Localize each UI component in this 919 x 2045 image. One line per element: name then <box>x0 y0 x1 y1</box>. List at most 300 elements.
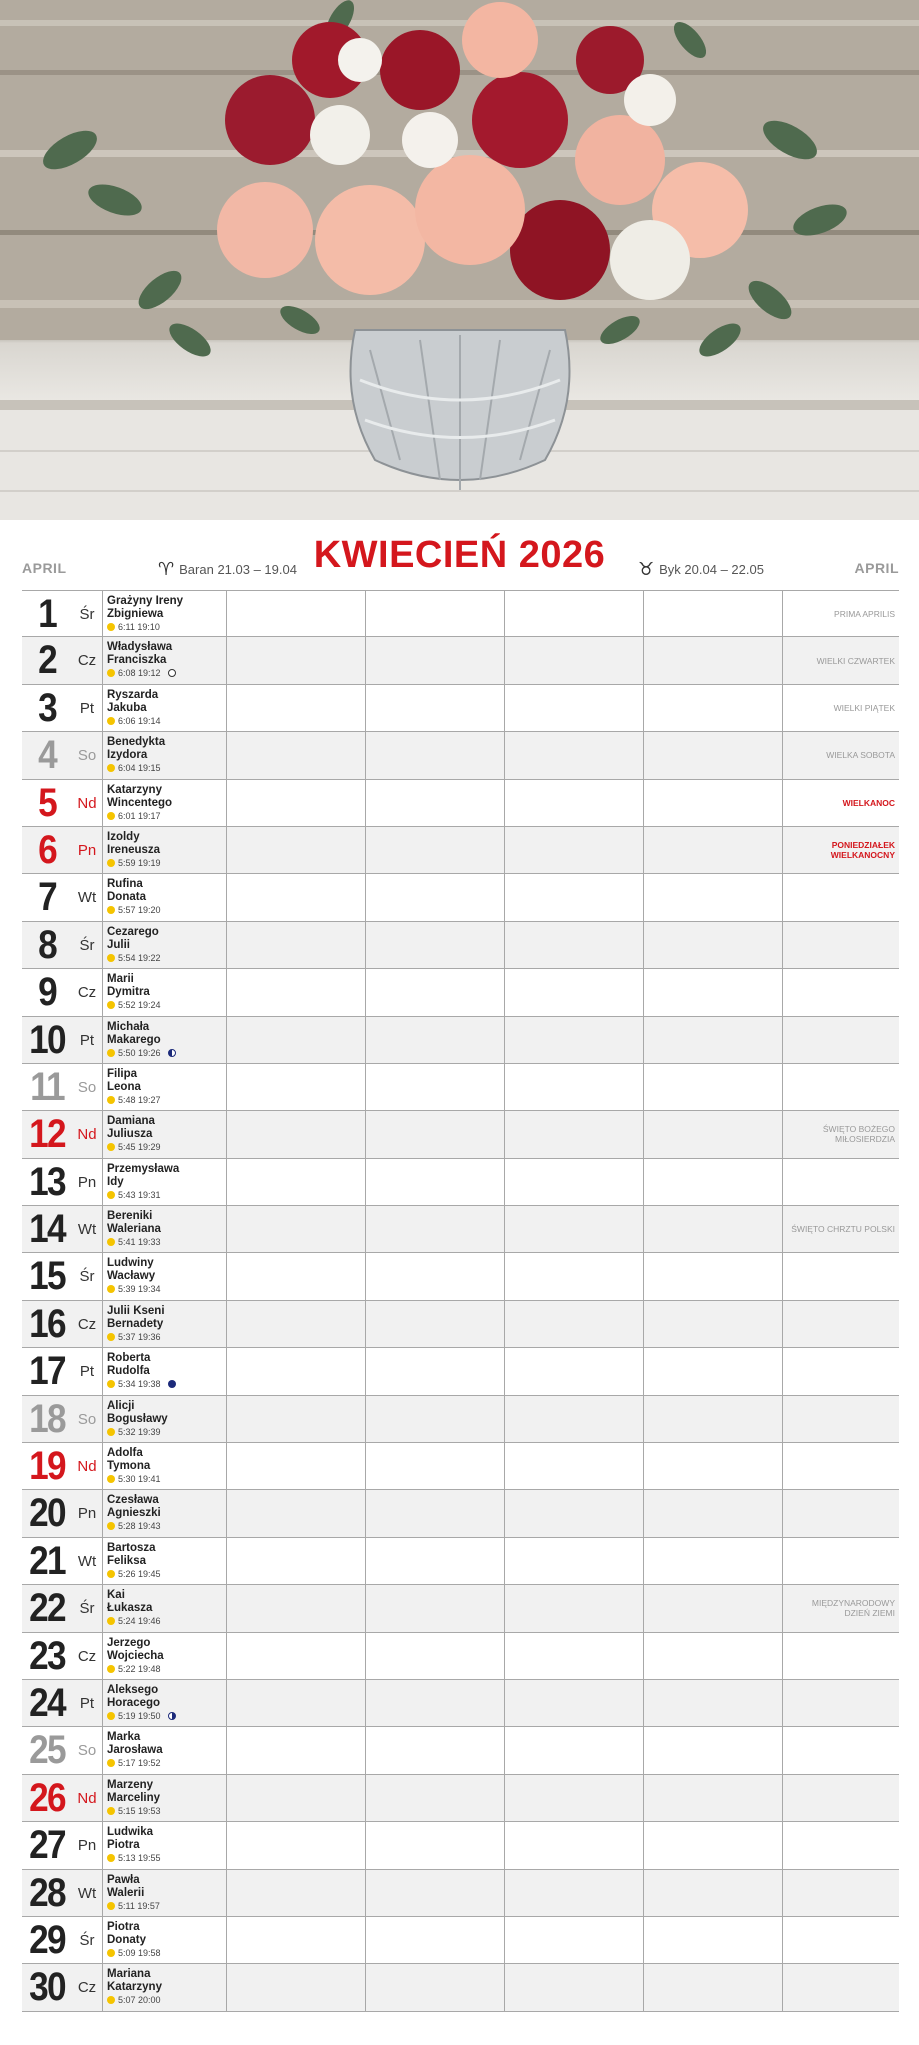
holiday-label <box>785 1775 895 1821</box>
note-cell[interactable] <box>366 1917 505 1963</box>
note-cell[interactable] <box>644 685 783 731</box>
note-cell[interactable] <box>644 1585 783 1631</box>
note-cell[interactable] <box>227 1490 366 1536</box>
note-cell[interactable] <box>227 1348 366 1394</box>
calendar-header <box>0 520 919 590</box>
holiday-label: ŚWIĘTO BOŻEGO MIŁOSIERDZIA <box>822 1124 895 1145</box>
sun-times <box>107 1568 226 1580</box>
sunrise-sunset: 5:24 19:46 <box>118 1616 161 1627</box>
note-cell[interactable] <box>505 1253 644 1299</box>
holiday-label <box>785 1064 895 1110</box>
nameday-line-2: Idy <box>107 1175 124 1188</box>
note-cell[interactable] <box>505 1017 644 1063</box>
note-cell[interactable] <box>644 1396 783 1442</box>
note-cell[interactable] <box>366 874 505 920</box>
day-row <box>22 1680 899 1727</box>
nameday-line-1: Izoldy <box>107 830 140 843</box>
sunrise-sunset: 5:32 19:39 <box>118 1426 161 1437</box>
note-cell[interactable] <box>366 827 505 873</box>
day-of-week: Nd <box>77 1789 97 1807</box>
holiday-label: WIELKI CZWARTEK <box>816 655 895 666</box>
nameday-cell <box>102 1775 227 1821</box>
zodiac-aries-text: Baran 21.03 – 19.04 <box>179 562 297 577</box>
sun-times <box>107 1283 226 1295</box>
sun-times <box>107 1047 226 1059</box>
note-cell[interactable] <box>505 1538 644 1584</box>
nameday-line-2: Wacławy <box>107 1270 156 1283</box>
nameday-line-1: Rufina <box>107 878 143 891</box>
zodiac-taurus <box>638 559 764 580</box>
note-cell[interactable] <box>366 1633 505 1679</box>
sun-icon <box>107 1949 115 1957</box>
note-cell[interactable] <box>366 1111 505 1157</box>
nameday-line-1: Piotra <box>107 1920 140 1933</box>
nameday-line-2: Dymitra <box>107 986 150 999</box>
day-number: 2 <box>38 638 56 683</box>
holiday-label <box>785 1964 895 2010</box>
note-cell[interactable] <box>366 1680 505 1726</box>
note-cell[interactable] <box>644 1206 783 1252</box>
sun-times <box>107 1757 226 1769</box>
sunrise-sunset: 5:17 19:52 <box>118 1758 161 1769</box>
nameday-line-1: Czesława <box>107 1494 159 1507</box>
sun-icon <box>107 1428 115 1436</box>
day-of-week: Pt <box>79 1694 95 1712</box>
nameday-line-1: Pawła <box>107 1873 140 1886</box>
note-cell[interactable] <box>505 591 644 636</box>
day-row <box>22 922 899 969</box>
nameday-cell <box>102 591 227 636</box>
note-cell[interactable] <box>366 1964 505 2010</box>
sun-icon <box>107 1049 115 1057</box>
holiday-label <box>785 969 895 1015</box>
note-cell[interactable] <box>505 1443 644 1489</box>
sunrise-sunset: 5:34 19:38 <box>118 1379 161 1390</box>
day-of-week: Cz <box>77 1647 97 1665</box>
day-number: 10 <box>29 1017 65 1062</box>
sun-icon <box>107 1665 115 1673</box>
sunrise-sunset: 6:01 19:17 <box>118 810 161 821</box>
note-cell[interactable] <box>505 1964 644 2010</box>
holiday-label <box>785 1301 895 1347</box>
note-cell[interactable] <box>505 1775 644 1821</box>
sunrise-sunset: 5:52 19:24 <box>118 1000 161 1011</box>
day-number: 25 <box>29 1728 65 1773</box>
note-cell[interactable] <box>505 922 644 968</box>
note-cell[interactable] <box>227 827 366 873</box>
day-row <box>22 1017 899 1064</box>
day-row <box>22 1396 899 1443</box>
day-row <box>22 827 899 874</box>
nameday-line-2: Donata <box>107 891 146 904</box>
note-cell[interactable] <box>227 637 366 683</box>
day-of-week: Nd <box>77 794 97 812</box>
note-cell[interactable] <box>644 1870 783 1916</box>
note-cell[interactable] <box>227 1870 366 1916</box>
note-cell[interactable] <box>644 637 783 683</box>
note-cell[interactable] <box>505 1064 644 1110</box>
note-cell[interactable] <box>366 1443 505 1489</box>
sun-icon <box>107 1238 115 1246</box>
note-cell[interactable] <box>505 1301 644 1347</box>
nameday-line-2: Ireneusza <box>107 843 161 856</box>
note-cell[interactable] <box>227 1917 366 1963</box>
note-cell[interactable] <box>505 1680 644 1726</box>
holiday-label: MIĘDZYNARODOWY DZIEŃ ZIEMI <box>811 1598 895 1619</box>
holiday-label <box>785 1633 895 1679</box>
nameday-cell <box>102 1253 227 1299</box>
note-cell[interactable] <box>505 969 644 1015</box>
nameday-line-2: Rudolfa <box>107 1365 150 1378</box>
note-cell[interactable] <box>366 1017 505 1063</box>
nameday-line-1: Adolfa <box>107 1447 143 1460</box>
sun-icon <box>107 1617 115 1625</box>
note-cell[interactable] <box>366 1727 505 1773</box>
sun-times <box>107 1473 226 1485</box>
day-row <box>22 1111 899 1158</box>
nameday-line-1: Przemysława <box>107 1162 180 1175</box>
note-cell[interactable] <box>505 1727 644 1773</box>
day-row <box>22 1301 899 1348</box>
day-of-week: Wt <box>77 1552 97 1570</box>
sun-times <box>107 1852 226 1864</box>
day-number: 6 <box>38 827 56 872</box>
sunrise-sunset: 6:08 19:12 <box>118 668 161 679</box>
day-of-week: Wt <box>77 889 97 907</box>
nameday-line-2: Tymona <box>107 1460 151 1473</box>
sunrise-sunset: 5:22 19:48 <box>118 1663 161 1674</box>
note-cell[interactable] <box>227 1680 366 1726</box>
note-cell[interactable] <box>227 1538 366 1584</box>
nameday-cell <box>102 1348 227 1394</box>
note-cell[interactable] <box>227 1396 366 1442</box>
day-of-week: So <box>77 1410 97 1428</box>
note-cell[interactable] <box>644 1064 783 1110</box>
nameday-line-1: Alicji <box>107 1399 135 1412</box>
nameday-line-2: Julii <box>107 938 131 951</box>
day-of-week: Pt <box>79 1363 95 1381</box>
note-cell[interactable] <box>366 637 505 683</box>
note-cell[interactable] <box>227 780 366 826</box>
sunrise-sunset: 5:54 19:22 <box>118 952 161 963</box>
sunrise-sunset: 6:11 19:10 <box>118 622 160 632</box>
day-number: 16 <box>29 1301 65 1346</box>
nameday-cell <box>102 827 227 873</box>
sun-icon <box>107 1807 115 1815</box>
note-cell[interactable] <box>366 922 505 968</box>
holiday-label: PRIMA APRILIS <box>834 608 895 619</box>
day-number: 21 <box>29 1538 65 1583</box>
nameday-line-2: Donaty <box>107 1933 146 1946</box>
sun-icon <box>107 954 115 962</box>
holiday-label <box>785 1396 895 1442</box>
note-cell[interactable] <box>227 1775 366 1821</box>
day-of-week: Cz <box>77 1979 97 1997</box>
day-row <box>22 732 899 779</box>
flower-vase-illustration <box>0 0 919 520</box>
sunrise-sunset: 5:19 19:50 <box>118 1710 161 1721</box>
note-cell[interactable] <box>366 1538 505 1584</box>
note-cell[interactable] <box>366 1396 505 1442</box>
sun-times <box>107 667 226 679</box>
note-cell[interactable] <box>644 1775 783 1821</box>
nameday-cell <box>102 1111 227 1157</box>
sun-icon <box>107 1759 115 1767</box>
note-cell[interactable] <box>644 1443 783 1489</box>
sun-icon <box>107 764 115 772</box>
day-number: 8 <box>38 922 56 967</box>
note-cell[interactable] <box>644 1633 783 1679</box>
nameday-cell <box>102 1585 227 1631</box>
nameday-cell <box>102 1870 227 1916</box>
day-row <box>22 780 899 827</box>
nameday-line-2: Wojciecha <box>107 1649 164 1662</box>
note-cell[interactable] <box>227 685 366 731</box>
nameday-line-2: Jakuba <box>107 701 147 714</box>
day-row <box>22 1159 899 1206</box>
day-number: 24 <box>29 1680 65 1725</box>
sun-times <box>107 1094 226 1106</box>
note-cell[interactable] <box>644 1301 783 1347</box>
day-of-week: Pn <box>77 1505 97 1523</box>
note-cell[interactable] <box>505 1206 644 1252</box>
day-number: 3 <box>38 685 56 730</box>
note-cell[interactable] <box>227 1633 366 1679</box>
day-of-week: So <box>77 1742 97 1760</box>
note-cell[interactable] <box>505 732 644 778</box>
note-cell[interactable] <box>366 1301 505 1347</box>
sun-icon <box>107 1001 115 1009</box>
nameday-line-2: Franciszka <box>107 654 167 667</box>
nameday-cell <box>102 1159 227 1205</box>
note-cell[interactable] <box>644 1822 783 1868</box>
nameday-line-2: Walerii <box>107 1886 145 1899</box>
sun-icon <box>107 1570 115 1578</box>
nameday-cell <box>102 1396 227 1442</box>
note-cell[interactable] <box>366 1206 505 1252</box>
day-row <box>22 969 899 1016</box>
nameday-line-1: Julii Kseni <box>107 1304 165 1317</box>
day-row <box>22 1917 899 1964</box>
note-cell[interactable] <box>505 1633 644 1679</box>
sun-icon <box>107 1854 115 1862</box>
nameday-line-1: Grażyny Ireny <box>107 595 184 607</box>
note-cell[interactable] <box>505 685 644 731</box>
note-cell[interactable] <box>366 1822 505 1868</box>
holiday-label: WIELKA SOBOTA <box>826 750 895 761</box>
note-cell[interactable] <box>505 1822 644 1868</box>
note-cell[interactable] <box>505 637 644 683</box>
holiday-label <box>785 1348 895 1394</box>
day-number: 30 <box>29 1965 65 2010</box>
note-cell[interactable] <box>227 732 366 778</box>
note-cell[interactable] <box>227 591 366 636</box>
note-cell[interactable] <box>366 1064 505 1110</box>
note-cell[interactable] <box>227 1301 366 1347</box>
sun-times <box>107 1520 226 1532</box>
note-cell[interactable] <box>644 1727 783 1773</box>
day-row <box>22 637 899 684</box>
note-cell[interactable] <box>227 1964 366 2010</box>
note-cell[interactable] <box>227 1206 366 1252</box>
nameday-line-2: Marceliny <box>107 1791 161 1804</box>
nameday-line-1: Michała <box>107 1020 150 1033</box>
sun-times <box>107 1805 226 1817</box>
note-cell[interactable] <box>644 732 783 778</box>
sun-times <box>107 1947 226 1959</box>
nameday-cell <box>102 732 227 778</box>
sun-times <box>107 1615 226 1627</box>
note-cell[interactable] <box>505 1585 644 1631</box>
note-cell[interactable] <box>505 1111 644 1157</box>
day-of-week: Śr <box>79 606 95 623</box>
note-cell[interactable] <box>366 732 505 778</box>
nameday-cell <box>102 969 227 1015</box>
note-cell[interactable] <box>227 1159 366 1205</box>
note-cell[interactable] <box>366 1253 505 1299</box>
day-number: 15 <box>29 1254 65 1299</box>
nameday-line-1: Mariana <box>107 1968 151 1981</box>
holiday-label <box>785 1443 895 1489</box>
sunrise-sunset: 5:30 19:41 <box>118 1474 161 1485</box>
note-cell[interactable] <box>227 1822 366 1868</box>
note-cell[interactable] <box>644 1490 783 1536</box>
nameday-cell <box>102 1680 227 1726</box>
note-cell[interactable] <box>644 1017 783 1063</box>
sun-times <box>107 715 226 727</box>
day-number: 28 <box>29 1870 65 1915</box>
nameday-line-2: Feliksa <box>107 1554 146 1567</box>
holiday-label <box>785 1253 895 1299</box>
day-number: 1 <box>38 592 56 636</box>
nameday-line-1: Bereniki <box>107 1210 153 1223</box>
note-cell[interactable] <box>644 922 783 968</box>
note-cell[interactable] <box>366 969 505 1015</box>
holiday-label <box>785 874 895 920</box>
sunrise-sunset: 5:45 19:29 <box>118 1142 161 1153</box>
note-cell[interactable] <box>505 1490 644 1536</box>
note-cell[interactable] <box>505 1396 644 1442</box>
note-cell[interactable] <box>366 780 505 826</box>
sunrise-sunset: 5:15 19:53 <box>118 1805 161 1816</box>
note-cell[interactable] <box>366 685 505 731</box>
note-cell[interactable] <box>227 1253 366 1299</box>
day-of-week: Nd <box>77 1126 97 1144</box>
note-cell[interactable] <box>644 1348 783 1394</box>
note-cell[interactable] <box>366 591 505 636</box>
sun-icon <box>107 717 115 725</box>
note-cell[interactable] <box>644 827 783 873</box>
note-cell[interactable] <box>227 1064 366 1110</box>
note-cell[interactable] <box>644 1253 783 1299</box>
note-cell[interactable] <box>227 1585 366 1631</box>
sun-times <box>107 1710 226 1722</box>
note-cell[interactable] <box>505 1917 644 1963</box>
note-cell[interactable] <box>505 780 644 826</box>
note-cell[interactable] <box>644 780 783 826</box>
note-cell[interactable] <box>644 1538 783 1584</box>
nameday-line-2: Waleriana <box>107 1223 161 1236</box>
nameday-line-2: Juliusza <box>107 1128 153 1141</box>
note-cell[interactable] <box>505 1870 644 1916</box>
note-cell[interactable] <box>644 1917 783 1963</box>
note-cell[interactable] <box>505 827 644 873</box>
note-cell[interactable] <box>644 1964 783 2010</box>
note-cell[interactable] <box>227 1727 366 1773</box>
sun-icon <box>107 1712 115 1720</box>
day-of-week: Pn <box>77 1173 97 1191</box>
nameday-line-2: Jarosława <box>107 1744 163 1757</box>
day-row <box>22 1870 899 1917</box>
note-cell[interactable] <box>366 1159 505 1205</box>
day-row <box>22 1443 899 1490</box>
note-cell[interactable] <box>644 1159 783 1205</box>
sunrise-sunset: 6:06 19:14 <box>118 715 161 726</box>
note-cell[interactable] <box>227 874 366 920</box>
note-cell[interactable] <box>505 1348 644 1394</box>
note-cell[interactable] <box>505 874 644 920</box>
note-cell[interactable] <box>644 591 783 636</box>
nameday-line-2: Makarego <box>107 1033 161 1046</box>
nameday-line-1: Ryszarda <box>107 688 159 701</box>
note-cell[interactable] <box>227 1017 366 1063</box>
nameday-line-1: Jerzego <box>107 1636 151 1649</box>
note-cell[interactable] <box>366 1490 505 1536</box>
nameday-line-2: Katarzyny <box>107 1981 162 1994</box>
note-cell[interactable] <box>366 1585 505 1631</box>
page-title: KWIECIEŃ 2026 <box>313 534 606 576</box>
sun-icon <box>107 1996 115 2004</box>
day-number: 20 <box>29 1491 65 1536</box>
nameday-line-2: Wincentego <box>107 796 173 809</box>
note-cell[interactable] <box>505 1159 644 1205</box>
day-row <box>22 685 899 732</box>
note-cell[interactable] <box>366 1775 505 1821</box>
moon-phase-icon <box>168 669 176 677</box>
note-cell[interactable] <box>227 969 366 1015</box>
day-number: 11 <box>30 1064 64 1109</box>
day-number: 17 <box>29 1349 65 1394</box>
note-cell[interactable] <box>227 1111 366 1157</box>
note-cell[interactable] <box>366 1870 505 1916</box>
nameday-line-2: Leona <box>107 1080 141 1093</box>
note-cell[interactable] <box>227 1443 366 1489</box>
holiday-label: PONIEDZIAŁEK WIELKANOCNY <box>830 840 895 861</box>
note-cell[interactable] <box>227 922 366 968</box>
sun-times <box>107 1900 226 1912</box>
note-cell[interactable] <box>644 1111 783 1157</box>
note-cell[interactable] <box>644 1680 783 1726</box>
nameday-cell <box>102 1017 227 1063</box>
sun-times <box>107 621 226 633</box>
note-cell[interactable] <box>366 1348 505 1394</box>
sun-times <box>107 857 226 869</box>
note-cell[interactable] <box>644 874 783 920</box>
sunrise-sunset: 5:39 19:34 <box>118 1284 161 1295</box>
zodiac-taurus-text: Byk 20.04 – 22.05 <box>659 562 764 577</box>
sun-icon <box>107 669 115 677</box>
holiday-label <box>785 1870 895 1916</box>
day-of-week: Śr <box>79 936 95 954</box>
day-number: 5 <box>38 780 56 825</box>
sunrise-sunset: 5:09 19:58 <box>118 1947 161 1958</box>
nameday-cell <box>102 1822 227 1868</box>
day-number: 23 <box>29 1633 65 1678</box>
sun-icon <box>107 859 115 867</box>
sun-icon <box>107 1522 115 1530</box>
note-cell[interactable] <box>644 969 783 1015</box>
sun-times <box>107 999 226 1011</box>
